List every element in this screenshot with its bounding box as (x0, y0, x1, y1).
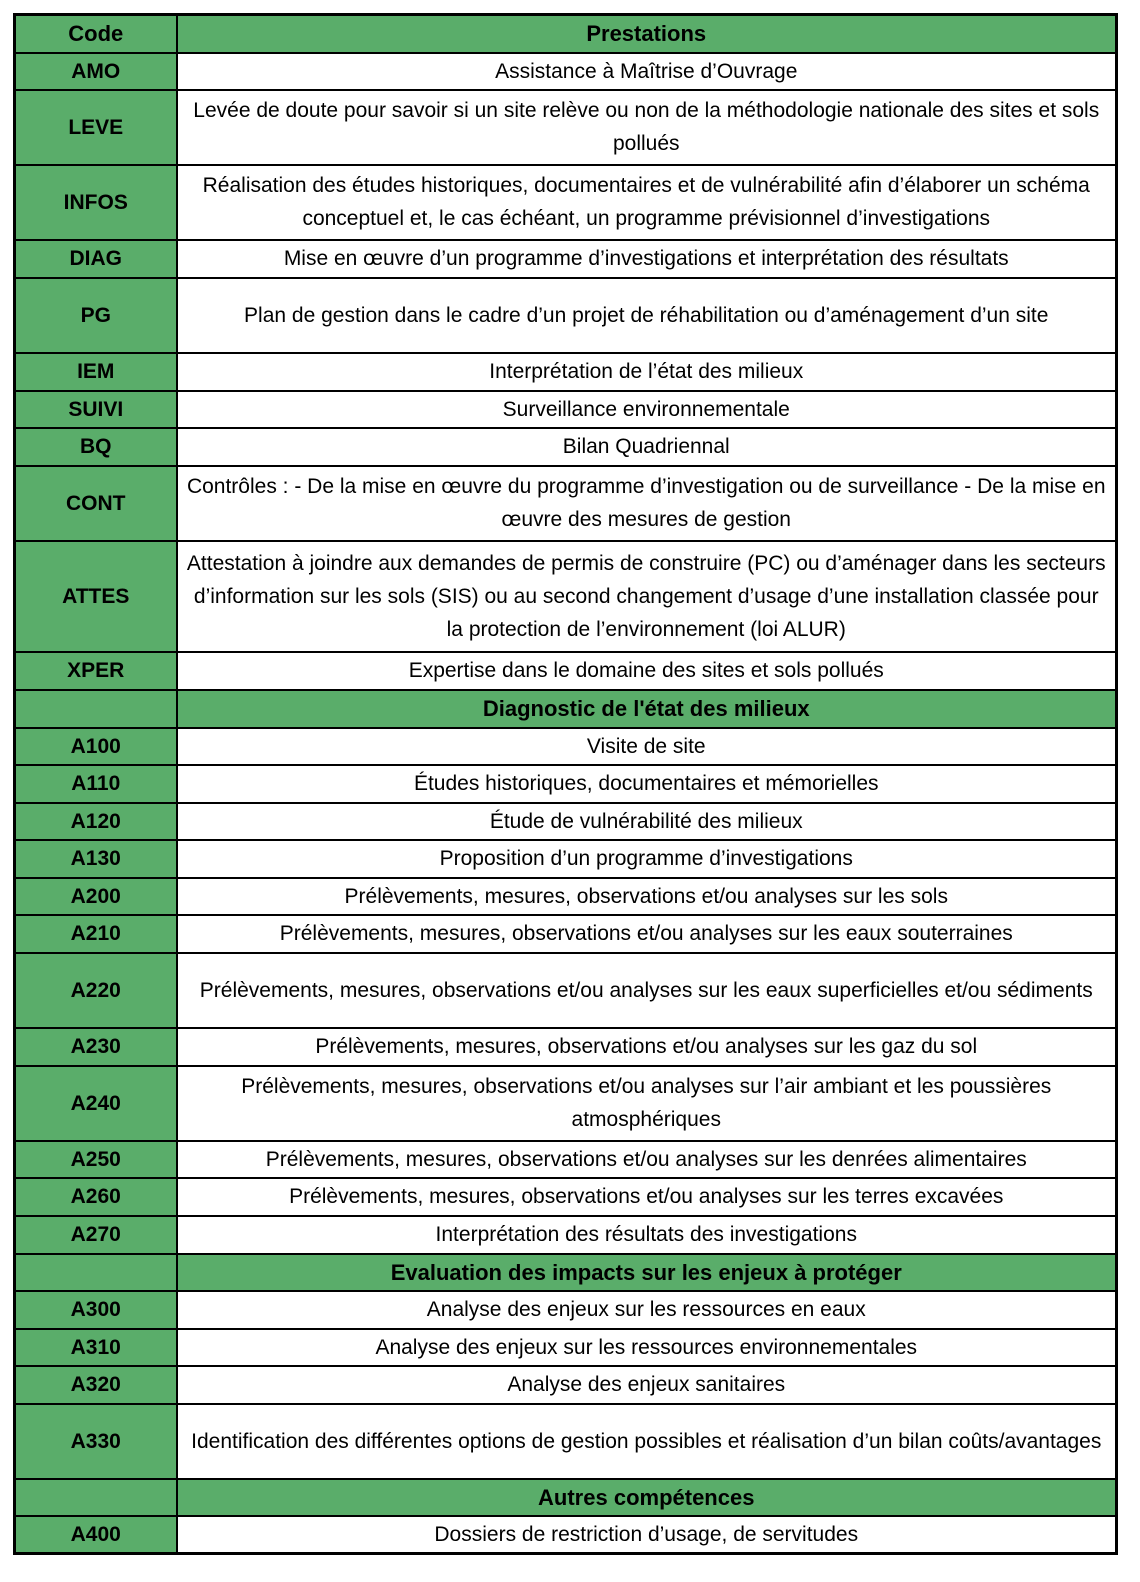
description-cell: Prélèvements, mesures, observations et/ou analyses sur les denrées alimentaires (177, 1141, 1117, 1178)
code-cell: A210 (15, 915, 177, 953)
description-cell: Prélèvements, mesures, observations et/ou analyses sur les gaz du sol (177, 1028, 1117, 1066)
description-cell: Expertise dans le domaine des sites et sols pollués (177, 652, 1117, 690)
code-cell: SUIVI (15, 391, 177, 428)
description-cell: Levée de doute pour savoir si un site relève ou non de la méthodologie nationale des sites et sols pollués (177, 90, 1117, 165)
description-cell: Assistance à Maîtrise d’Ouvrage (177, 53, 1117, 90)
description-cell: Prélèvements, mesures, observations et/ou analyses sur les terres excavées (177, 1178, 1117, 1216)
description-cell: Étude de vulnérabilité des milieux (177, 803, 1117, 840)
table-row (15, 878, 1117, 915)
table-header-row (15, 15, 1117, 53)
table-row (15, 1329, 1117, 1366)
code-cell: XPER (15, 652, 177, 690)
description-cell: Prélèvements, mesures, observations et/ou analyses sur les eaux souterraines (177, 915, 1117, 953)
table-row (15, 1404, 1117, 1479)
code-cell: A250 (15, 1141, 177, 1178)
code-cell: A270 (15, 1216, 177, 1254)
section-header-row (15, 1479, 1117, 1516)
table-row (15, 652, 1117, 690)
code-cell: INFOS (15, 165, 177, 240)
description-cell: Bilan Quadriennal (177, 428, 1117, 466)
code-cell (15, 1254, 177, 1291)
table-row (15, 428, 1117, 466)
code-cell: BQ (15, 428, 177, 466)
table-row (15, 915, 1117, 953)
section-title-cell: Autres compétences (177, 1479, 1117, 1516)
table-row (15, 53, 1117, 90)
description-cell: Prélèvements, mesures, observations et/ou analyses sur les sols (177, 878, 1117, 915)
description-cell: Analyse des enjeux sur les ressources environnementales (177, 1329, 1117, 1366)
prestations-table (13, 13, 1118, 1555)
description-cell: Attestation à joindre aux demandes de permis de construire (PC) ou d’aménager dans les secteurs d’information sur les sols (SIS) ou au second changement d’usage d’une installation classée pour la protection de l’environnement (loi ALUR) (177, 541, 1117, 652)
table-row (15, 466, 1117, 541)
table-row (15, 1366, 1117, 1404)
code-cell: A110 (15, 765, 177, 803)
description-cell: Surveillance environnementale (177, 391, 1117, 428)
code-cell: A400 (15, 1516, 177, 1554)
table-row (15, 541, 1117, 652)
section-header-row (15, 690, 1117, 728)
code-cell: A260 (15, 1178, 177, 1216)
description-cell: Identification des différentes options de gestion possibles et réalisation d’un bilan coûts/avantages (177, 1404, 1117, 1479)
code-cell (15, 1479, 177, 1516)
table-row (15, 165, 1117, 240)
code-cell: A120 (15, 803, 177, 840)
description-cell: Dossiers de restriction d’usage, de servitudes (177, 1516, 1117, 1554)
section-title-cell: Evaluation des impacts sur les enjeux à protéger (177, 1254, 1117, 1291)
description-cell: Interprétation de l’état des milieux (177, 353, 1117, 391)
code-cell: A240 (15, 1066, 177, 1141)
description-cell: Mise en œuvre d’un programme d’investigations et interprétation des résultats (177, 240, 1117, 278)
code-cell: LEVE (15, 90, 177, 165)
table-row (15, 840, 1117, 878)
table-row (15, 1066, 1117, 1141)
code-cell: IEM (15, 353, 177, 391)
code-cell: PG (15, 278, 177, 353)
code-cell: AMO (15, 53, 177, 90)
table-row (15, 1516, 1117, 1554)
table-body (15, 15, 1117, 1554)
description-cell: Analyse des enjeux sur les ressources en eaux (177, 1291, 1117, 1329)
description-cell: Réalisation des études historiques, documentaires et de vulnérabilité afin d’élaborer un schéma conceptuel et, le cas échéant, un programme prévisionnel d’investigations (177, 165, 1117, 240)
table-row (15, 391, 1117, 428)
prestations-table-container (13, 13, 1118, 1555)
table-row (15, 1028, 1117, 1066)
description-cell: Prélèvements, mesures, observations et/ou analyses sur les eaux superficielles et/ou sédiments (177, 953, 1117, 1028)
code-cell: A220 (15, 953, 177, 1028)
table-row (15, 765, 1117, 803)
table-row (15, 1141, 1117, 1178)
code-cell: A320 (15, 1366, 177, 1404)
code-cell: A200 (15, 878, 177, 915)
column-header-code: Code (15, 15, 177, 53)
table-row (15, 728, 1117, 765)
table-row (15, 240, 1117, 278)
description-cell: Analyse des enjeux sanitaires (177, 1366, 1117, 1404)
code-cell (15, 690, 177, 728)
description-cell: Interprétation des résultats des investigations (177, 1216, 1117, 1254)
table-row (15, 803, 1117, 840)
table-row (15, 953, 1117, 1028)
code-cell: A100 (15, 728, 177, 765)
table-row (15, 1216, 1117, 1254)
description-cell: Visite de site (177, 728, 1117, 765)
description-cell: Études historiques, documentaires et mémorielles (177, 765, 1117, 803)
code-cell: A310 (15, 1329, 177, 1366)
code-cell: A300 (15, 1291, 177, 1329)
table-row (15, 90, 1117, 165)
column-header-prestations: Prestations (177, 15, 1117, 53)
section-title-cell: Diagnostic de l'état des milieux (177, 690, 1117, 728)
code-cell: ATTES (15, 541, 177, 652)
table-row (15, 353, 1117, 391)
table-row (15, 1178, 1117, 1216)
description-cell: Prélèvements, mesures, observations et/ou analyses sur l’air ambiant et les poussières atmosphériques (177, 1066, 1117, 1141)
description-cell: Proposition d’un programme d’investigations (177, 840, 1117, 878)
code-cell: CONT (15, 466, 177, 541)
code-cell: A230 (15, 1028, 177, 1066)
description-cell: Plan de gestion dans le cadre d’un projet de réhabilitation ou d’aménagement d’un site (177, 278, 1117, 353)
table-row (15, 1291, 1117, 1329)
description-cell: Contrôles : - De la mise en œuvre du programme d’investigation ou de surveillance - De la mise en œuvre des mesures de gestion (177, 466, 1117, 541)
section-header-row (15, 1254, 1117, 1291)
table-row (15, 278, 1117, 353)
code-cell: A130 (15, 840, 177, 878)
code-cell: A330 (15, 1404, 177, 1479)
code-cell: DIAG (15, 240, 177, 278)
